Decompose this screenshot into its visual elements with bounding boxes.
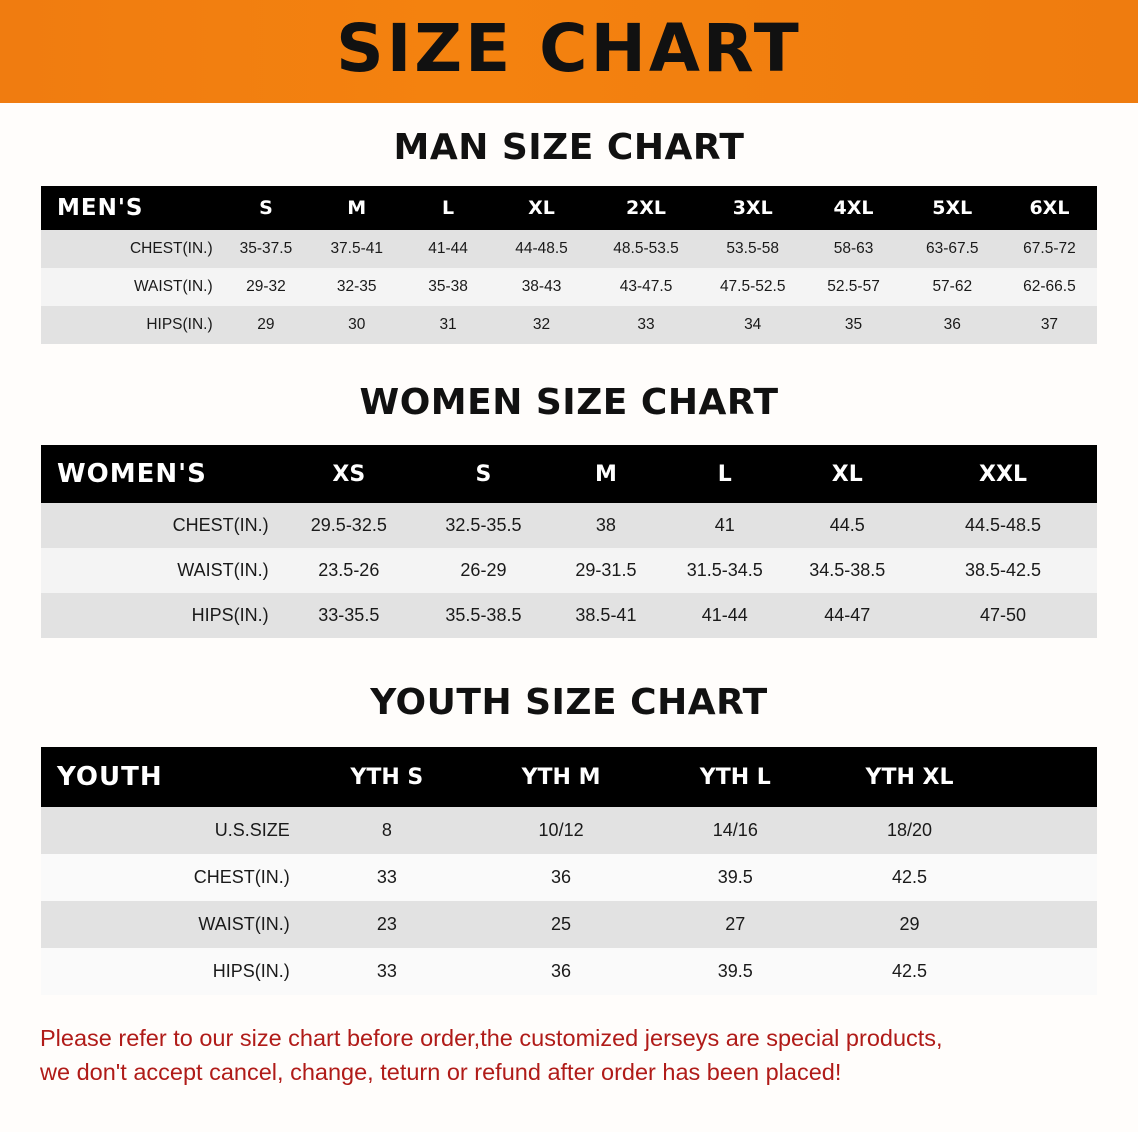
women-table-wrap [41,445,1097,638]
row-label: HIPS(IN.) [146,316,213,333]
table-cell: 35-37.5 [239,240,293,257]
table-cell: 38 [595,515,616,535]
table-cell: 38-43 [521,278,562,295]
row-label: WAIST(IN.) [198,914,290,934]
table-cell: 44-47 [824,605,871,625]
table-cell: 35.5-38.5 [445,605,522,625]
table-cell: 58-63 [833,240,874,257]
table-row [41,948,1097,995]
column-header: M [347,197,367,219]
table-row [41,807,1097,854]
women-size-table [41,445,1097,638]
table-cell-spacer [997,807,1097,854]
table-cell: 44-48.5 [515,240,568,257]
table-cell: 33 [376,867,397,887]
table-header-row [41,186,1097,230]
row-label: WAIST(IN.) [134,278,213,295]
table-cell: 35-38 [428,278,468,295]
header-banner [0,0,1138,103]
page-title: SIZE CHART [336,9,802,87]
column-header: 6XL [1029,197,1070,219]
column-header: L [442,197,455,219]
table-cell: 29.5-32.5 [310,515,387,535]
table-cell: 38.5-41 [575,605,637,625]
disclaimer-note [40,1021,1098,1089]
table-cell: 44.5-48.5 [964,515,1042,535]
table-cell: 43-47.5 [619,278,673,295]
column-header: YOUTH [57,762,163,792]
table-cell: 44.5 [829,515,865,535]
column-header: WOMEN'S [57,459,207,489]
man-size-table [41,186,1097,344]
man-section-title: MAN SIZE CHART [393,127,745,168]
table-cell-spacer [997,948,1097,995]
table-cell: 41-44 [701,605,748,625]
table-cell: 10/12 [538,820,584,840]
table-cell-spacer [997,854,1097,901]
table-cell: 42.5 [892,961,928,981]
table-cell: 47.5-52.5 [719,278,786,295]
table-cell: 32 [532,316,551,333]
row-label: HIPS(IN.) [212,961,290,981]
table-row [41,901,1097,948]
table-cell: 36 [943,316,961,333]
column-header: 3XL [732,197,773,219]
column-header: XXL [979,461,1027,487]
table-cell: 34.5-38.5 [809,560,886,580]
table-cell: 37 [1040,316,1059,333]
table-cell: 29 [899,914,920,934]
table-cell: 67.5-72 [1023,240,1076,257]
table-cell: 42.5 [892,867,928,887]
youth-table-wrap [41,747,1097,995]
table-cell: 35 [844,316,863,333]
table-cell: 37.5-41 [330,240,384,257]
column-header: XL [528,197,555,219]
table-cell: 18/20 [887,820,933,840]
column-header: 2XL [626,197,667,219]
table-cell: 25 [551,914,572,934]
table-cell: 39.5 [717,867,753,887]
column-header: YTH XL [865,764,954,790]
row-label: WAIST(IN.) [177,560,269,580]
column-header: 4XL [833,197,874,219]
table-cell: 8 [381,820,392,840]
table-cell: 33 [376,961,397,981]
table-cell: 34 [744,316,762,333]
table-cell: 23 [376,914,397,934]
table-row [41,593,1097,638]
youth-size-table [41,747,1097,995]
table-cell: 47-50 [979,605,1027,625]
column-header: S [475,461,492,487]
table-cell: 63-67.5 [925,240,979,257]
table-cell: 57-62 [932,278,973,295]
table-cell-spacer [997,901,1097,948]
man-table-wrap [41,186,1097,344]
row-label: CHEST(IN.) [172,515,269,535]
table-header-row [41,747,1097,807]
column-header: 5XL [932,197,973,219]
table-cell: 41-44 [428,240,468,257]
column-header: XL [831,461,863,487]
column-header: S [259,197,273,219]
table-cell: 32-35 [336,278,377,295]
table-cell: 62-66.5 [1023,278,1076,295]
women-section-title: WOMEN SIZE CHART [359,382,779,423]
table-cell: 38.5-42.5 [964,560,1042,580]
row-label: CHEST(IN.) [193,867,290,887]
table-row [41,854,1097,901]
table-cell: 30 [348,316,366,333]
table-cell: 14/16 [712,820,758,840]
column-header: M [594,461,617,487]
table-cell: 52.5-57 [827,278,880,295]
table-cell: 33 [637,316,655,333]
row-label: CHEST(IN.) [129,240,213,257]
disclaimer-line-2: we don't accept cancel, change, teturn or refund after order has been placed! [40,1059,842,1086]
table-cell: 31.5-34.5 [686,560,763,580]
column-header: MEN'S [57,195,144,221]
table-cell: 41 [714,515,735,535]
table-cell: 29-31.5 [575,560,637,580]
column-header: YTH M [521,764,601,790]
table-cell: 31 [439,316,457,333]
youth-section-title: YOUTH SIZE CHART [370,682,768,723]
table-row [41,548,1097,593]
row-label: U.S.SIZE [214,820,290,840]
table-cell: 27 [725,914,746,934]
column-header-spacer [997,747,1097,807]
table-cell: 39.5 [717,961,753,981]
column-header: L [717,461,732,487]
table-cell: 29-32 [246,278,286,295]
disclaimer-line-1: Please refer to our size chart before order,the customized jerseys are special products, [40,1025,943,1051]
table-cell: 26-29 [460,560,507,580]
column-header: XS [332,461,366,487]
row-label: HIPS(IN.) [191,605,269,625]
table-cell: 53.5-58 [726,240,779,257]
table-row [41,306,1097,344]
table-cell: 36 [551,961,572,981]
table-cell: 29 [257,316,275,333]
table-cell: 36 [551,867,572,887]
table-cell: 32.5-35.5 [445,515,522,535]
table-cell: 23.5-26 [318,560,380,580]
column-header: YTH L [699,764,771,790]
table-cell: 48.5-53.5 [613,240,679,257]
table-header-row [41,445,1097,503]
table-cell: 33-35.5 [318,605,380,625]
table-row [41,503,1097,548]
table-row [41,268,1097,306]
column-header: YTH S [350,764,424,790]
table-row [41,230,1097,268]
